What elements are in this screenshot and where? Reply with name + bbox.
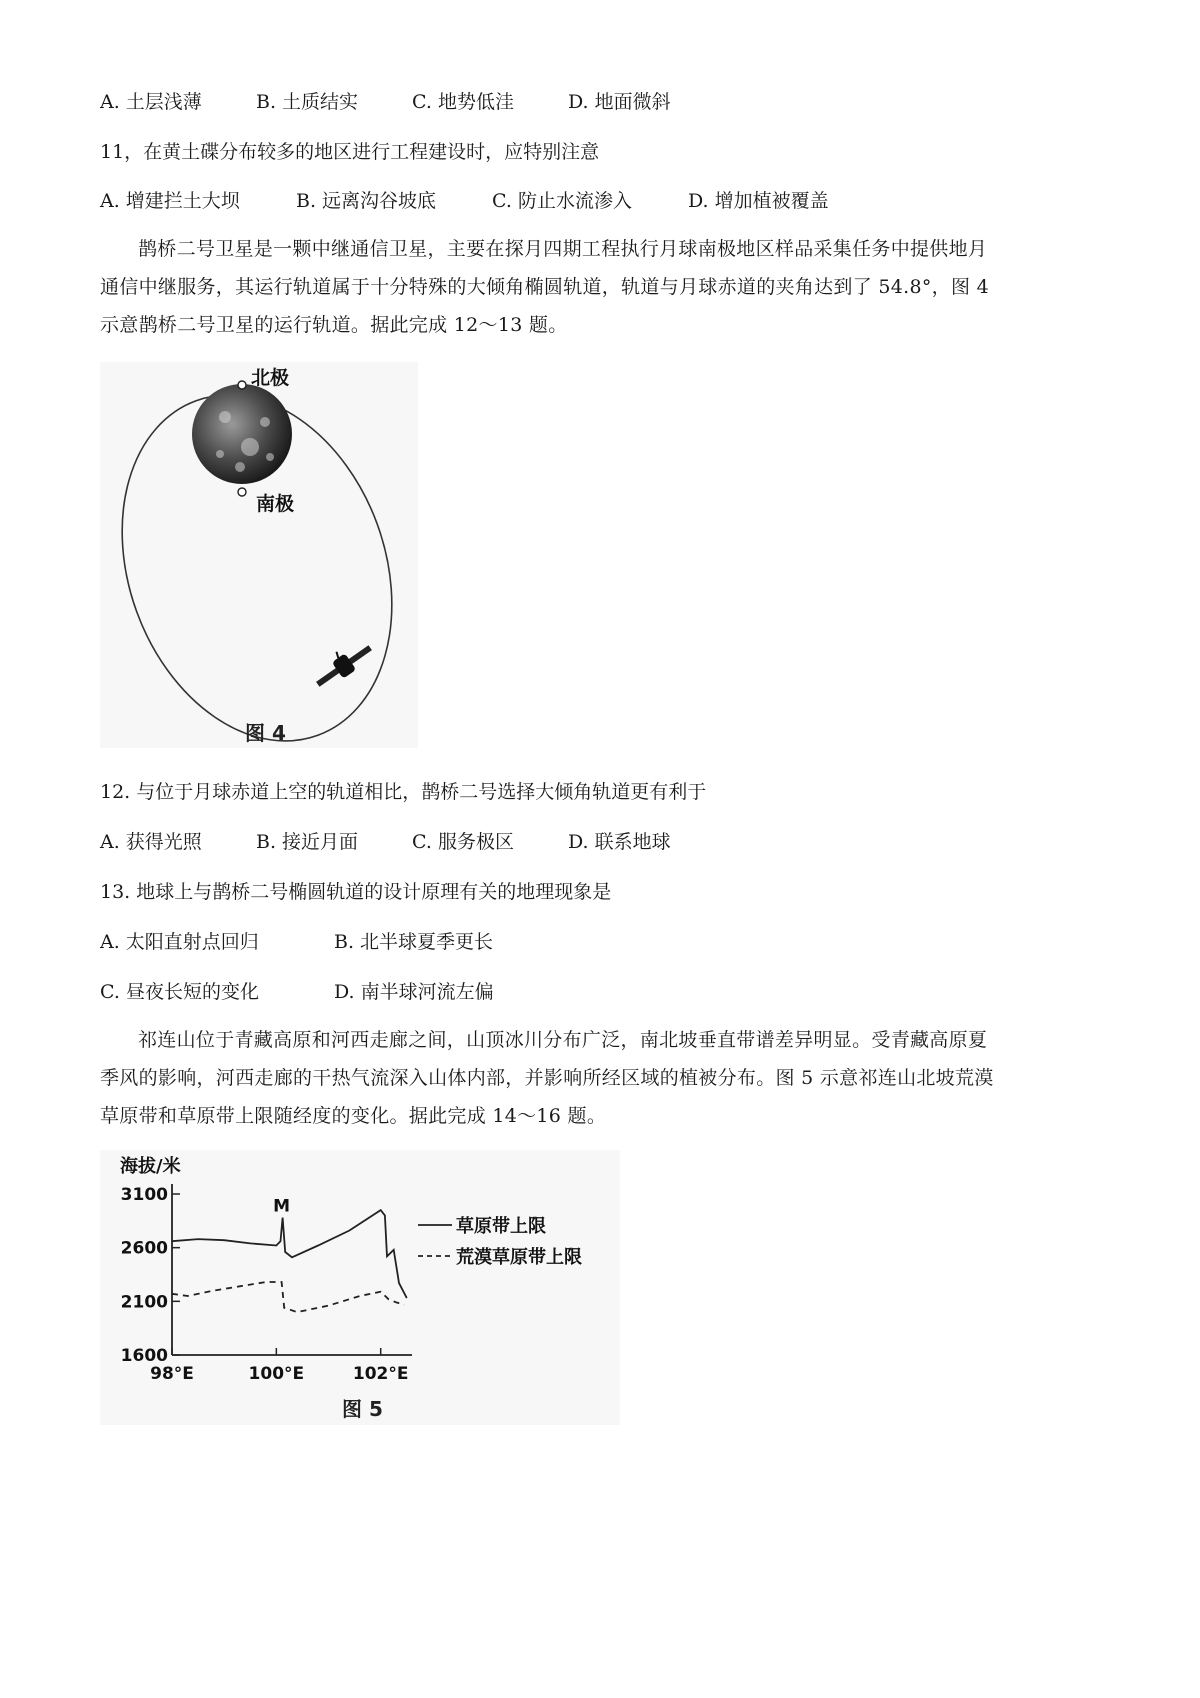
passage-queqiao bbox=[100, 230, 1100, 344]
passage-queqiao-line: 示意鹊桥二号卫星的运行轨道。据此完成 12～13 题。 bbox=[100, 314, 568, 336]
q13-stem: 13. 地球上与鹊桥二号椭圆轨道的设计原理有关的地理现象是 bbox=[100, 881, 612, 903]
y-tick-label: 2100 bbox=[120, 1292, 168, 1313]
figure-5 bbox=[100, 1150, 620, 1425]
legend-label-grassland: 草原带上限 bbox=[456, 1216, 546, 1237]
y-axis-label: 海拔/米 bbox=[120, 1156, 181, 1177]
q10-option-b: B. 土质结实 bbox=[256, 91, 359, 113]
q12-option-a: A. 获得光照 bbox=[100, 831, 202, 853]
q11-stem: 11，在黄土碟分布较多的地区进行工程建设时，应特别注意 bbox=[100, 141, 600, 163]
fig5-caption: 图 5 bbox=[342, 1397, 383, 1421]
q13-option-b: B. 北半球夏季更长 bbox=[334, 931, 494, 953]
series-line-desert-grassland-upper-limit bbox=[172, 1282, 404, 1312]
north-pole-marker bbox=[238, 381, 246, 389]
q13-option-d: D. 南半球河流左偏 bbox=[334, 981, 494, 1003]
series-line-grassland-upper-limit bbox=[172, 1210, 407, 1298]
q11-option-d: D. 增加植被覆盖 bbox=[688, 190, 829, 212]
y-tick-label: 2600 bbox=[120, 1238, 168, 1259]
south-pole-label: 南极 bbox=[256, 493, 295, 515]
q11-option-b: B. 远离沟谷坡底 bbox=[296, 190, 437, 212]
north-pole-label: 北极 bbox=[251, 367, 290, 389]
q13-option-a: A. 太阳直射点回归 bbox=[100, 931, 259, 953]
q12-stem: 12. 与位于月球赤道上空的轨道相比，鹊桥二号选择大倾角轨道更有利于 bbox=[100, 781, 707, 803]
annotation-m: M bbox=[273, 1196, 291, 1217]
figure-4 bbox=[100, 362, 418, 748]
q13-option-c: C. 昼夜长短的变化 bbox=[100, 981, 259, 1003]
q12-option-b: B. 接近月面 bbox=[256, 831, 359, 853]
passage-qilian-line: 祁连山位于青藏高原和河西走廊之间，山顶冰川分布广泛，南北坡垂直带谱差异明显。受青藏高原夏 bbox=[138, 1029, 988, 1051]
satellite-icon bbox=[309, 635, 376, 693]
q12-option-c: C. 服务极区 bbox=[412, 831, 514, 853]
x-tick-label: 102°E bbox=[352, 1364, 409, 1384]
passage-qilian-line: 草原带和草原带上限随经度的变化。据此完成 14～16 题。 bbox=[100, 1105, 607, 1127]
y-tick-label: 1600 bbox=[120, 1346, 168, 1366]
q10-option-a: A. 土层浅薄 bbox=[100, 91, 202, 113]
q12-option-d: D. 联系地球 bbox=[568, 831, 671, 853]
y-tick-label: 3100 bbox=[120, 1185, 168, 1205]
legend bbox=[418, 1215, 582, 1268]
q11-option-c: C. 防止水流渗入 bbox=[492, 190, 632, 212]
passage-qilian bbox=[100, 1021, 1100, 1135]
south-pole-marker bbox=[238, 488, 246, 496]
q10-option-c: C. 地势低洼 bbox=[412, 91, 514, 113]
x-tick-label: 100°E bbox=[248, 1364, 305, 1384]
altitude-chart bbox=[100, 1150, 620, 1425]
passage-qilian-line: 季风的影响，河西走廊的干热气流深入山体内部，并影响所经区域的植被分布。图 5 示意祁连山北坡荒漠 bbox=[100, 1067, 994, 1089]
q11-option-a: A. 增建拦土大坝 bbox=[100, 190, 240, 212]
passage-queqiao-line: 通信中继服务，其运行轨道属于十分特殊的大倾角椭圆轨道，轨道与月球赤道的夹角达到了 54.8°，图 4 bbox=[100, 276, 989, 298]
passage-queqiao-line: 鹊桥二号卫星是一颗中继通信卫星，主要在探月四期工程执行月球南极地区样品采集任务中提供地月 bbox=[138, 238, 988, 260]
q10-option-d: D. 地面微斜 bbox=[568, 91, 671, 113]
orbit-diagram bbox=[100, 362, 418, 748]
legend-label-desert-grassland: 荒漠草原带上限 bbox=[456, 1247, 582, 1268]
x-tick-label: 98°E bbox=[150, 1364, 194, 1384]
fig4-caption: 图 4 bbox=[245, 721, 286, 745]
